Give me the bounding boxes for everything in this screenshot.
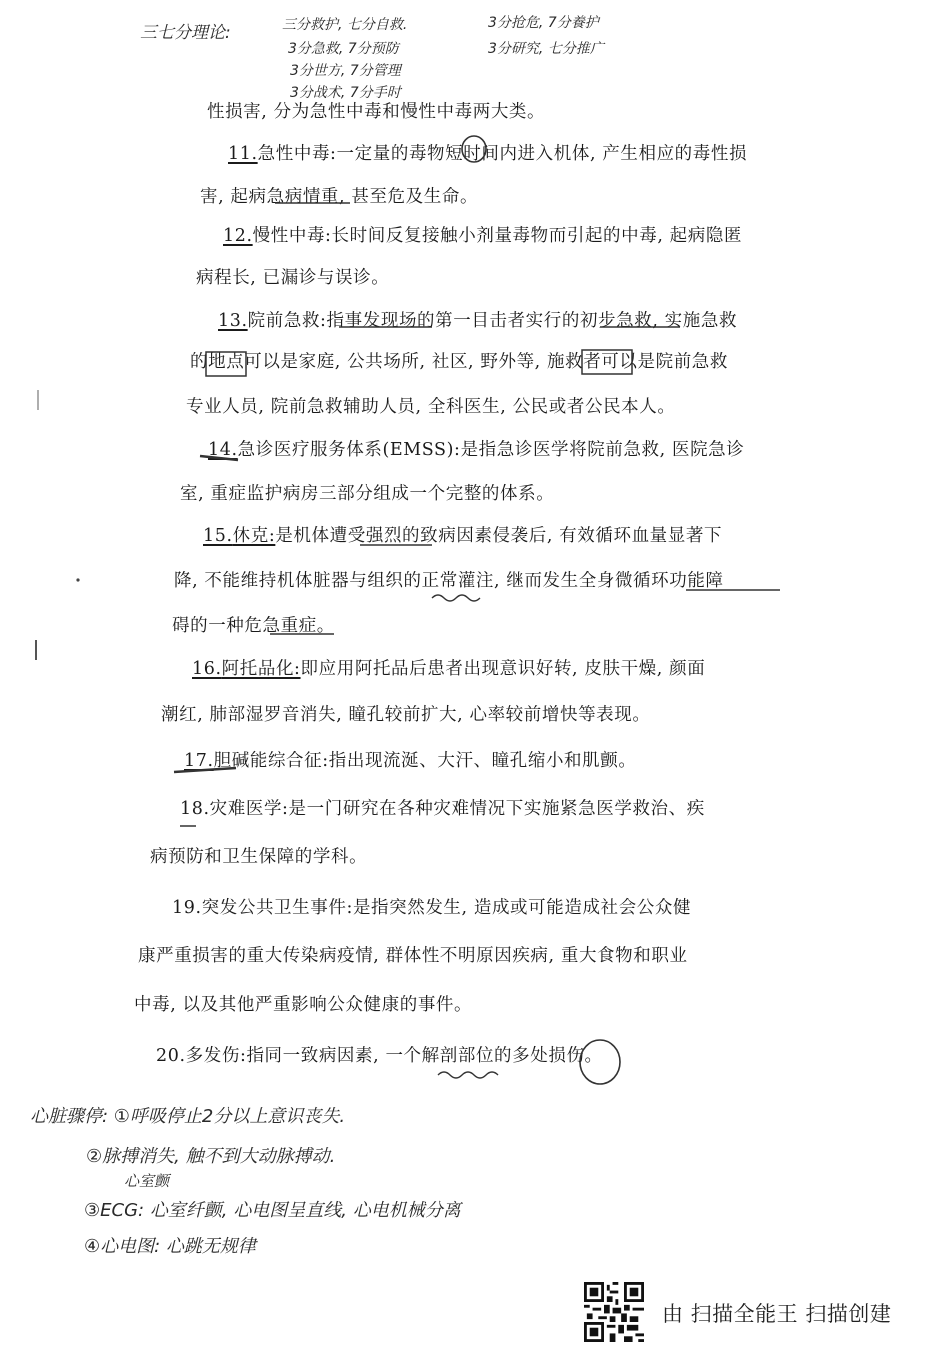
- definition-number: 18.: [180, 799, 210, 819]
- definition-term: 慢性中毒:: [252, 226, 332, 246]
- stray-dot: [76, 578, 79, 581]
- definition-term: 院前急救:: [247, 311, 327, 331]
- definition-first-line: [218, 313, 737, 331]
- text-line: 降, 不能维持机体脏器与组织的正常灌注, 继而发生全身微循环功能障: [174, 571, 724, 591]
- definition-text: 指出现流涎、大汗、瞳孔缩小和肌颤。: [328, 751, 637, 771]
- handwritten-header-notes: [140, 8, 660, 103]
- definition-first-line: [180, 801, 705, 819]
- footer-note-line3: ③ECG: 心室纤颤, 心电图呈直线, 心电机械分离: [84, 1200, 461, 1221]
- definition-text: 是指急诊医学将院前急救, 医院急诊: [460, 440, 745, 460]
- definition-term: 多发伤:: [185, 1046, 247, 1066]
- text-line: 中毒, 以及其他严重影响公众健康的事件。: [134, 995, 473, 1015]
- notes-col2-line2: 3分研究, 七分推广: [488, 41, 604, 57]
- definition-text: 即应用阿托品后患者出现意识好转, 皮肤干燥, 颜面: [300, 659, 706, 679]
- definition-term: 阿托品化:: [221, 659, 301, 679]
- definition-term: 突发公共卫生事件:: [201, 898, 353, 918]
- definition-number: 17.: [184, 751, 214, 771]
- definition-number: 11.: [228, 144, 258, 164]
- handwritten-footer-notes: [30, 1090, 630, 1260]
- definition-number: 15.: [203, 526, 233, 546]
- definition-text: 一定量的毒物短时间内进入机体, 产生相应的毒性损: [336, 144, 748, 164]
- definition-text: 是机体遭受强烈的致病因素侵袭后, 有效循环血量显著下: [275, 526, 723, 546]
- definition-term: 胆碱能综合征:: [213, 751, 329, 771]
- definition-first-line: [192, 661, 705, 679]
- notes-col1-line2: 3分急救, 7分预防: [288, 41, 399, 57]
- definition-number: 16.: [192, 659, 222, 679]
- definition-text: 长时间反复接触小剂量毒物而引起的中毒, 起病隐匿: [331, 226, 743, 246]
- footer-note-inserted: 心室颤: [124, 1172, 170, 1190]
- definition-number: 12.: [223, 226, 253, 246]
- definition-text: 指事发现场的第一目击者实行的初步急救, 实施急救: [326, 311, 738, 331]
- text-line: 的地点可以是家庭, 公共场所, 社区, 野外等, 施救者可以是院前急救: [190, 352, 728, 372]
- definition-term: 休克:: [232, 526, 276, 546]
- text-line: 康严重损害的重大传染病疫情, 群体性不明原因疾病, 重大食物和职业: [138, 946, 688, 966]
- text-line: 专业人员, 院前急救辅助人员, 全科医生, 公民或者公民本人。: [186, 397, 676, 417]
- definition-term: 急性中毒:: [257, 144, 337, 164]
- definition-first-line: [184, 753, 636, 771]
- definition-term: 灾难医学:: [209, 799, 289, 819]
- text-line: 害, 起病急病情重, 甚至危及生命。: [200, 187, 479, 207]
- squiggle-mark: [432, 595, 480, 601]
- notes-title: 三七分理论:: [140, 23, 231, 43]
- notes-col1-line4: 3分战术, 7分手时: [290, 85, 401, 101]
- definition-first-line: [228, 146, 747, 164]
- definition-first-line: [223, 228, 742, 246]
- definition-number: 19.: [172, 898, 202, 918]
- text-line: 性损害, 分为急性中毒和慢性中毒两大类。: [207, 102, 546, 122]
- text-line: 病预防和卫生保障的学科。: [150, 847, 368, 867]
- notes-col1-line1: 三分救护, 七分自救.: [282, 17, 408, 33]
- definition-first-line: [203, 528, 722, 546]
- definition-first-line: [208, 442, 744, 460]
- qr-code-icon: [584, 1282, 644, 1342]
- definition-first-line: [172, 900, 691, 918]
- footer-note-line2: ②脉搏消失, 触不到大动脉搏动.: [86, 1146, 336, 1167]
- scanner-watermark: 由 扫描全能王 扫描创建: [662, 1302, 892, 1326]
- text-line: 病程长, 已漏诊与误诊。: [196, 268, 390, 288]
- definition-text: 是一门研究在各种灾难情况下实施紧急医学救治、疾: [288, 799, 705, 819]
- text-line: 碍的一种危急重症。: [172, 616, 335, 636]
- squiggle-mark: [438, 1072, 498, 1078]
- notes-col1-line3: 3分世方, 7分管理: [290, 63, 401, 79]
- text-line: 室, 重症监护病房三部分组成一个完整的体系。: [180, 484, 555, 504]
- definition-text: 是指突然发生, 造成或可能造成社会公众健: [352, 898, 692, 918]
- definition-term: 急诊医疗服务体系(EMSS):: [237, 440, 461, 460]
- definition-first-line: [156, 1048, 603, 1066]
- definition-text: 指同一致病因素, 一个解剖部位的多处损伤。: [246, 1046, 603, 1066]
- footer-note-line1: 心脏骤停: ①呼吸停止2分以上意识丧失.: [30, 1106, 346, 1127]
- definition-number: 13.: [218, 311, 248, 331]
- definition-number: 20.: [156, 1046, 186, 1066]
- text-line: 潮红, 肺部湿罗音消失, 瞳孔较前扩大, 心率较前增快等表现。: [161, 705, 651, 725]
- notes-col2-line1: 3分抢危, 7分養护: [488, 15, 599, 31]
- definition-number: 14.: [208, 440, 238, 460]
- footer-note-line4: ④心电图: 心跳无规律: [84, 1236, 256, 1257]
